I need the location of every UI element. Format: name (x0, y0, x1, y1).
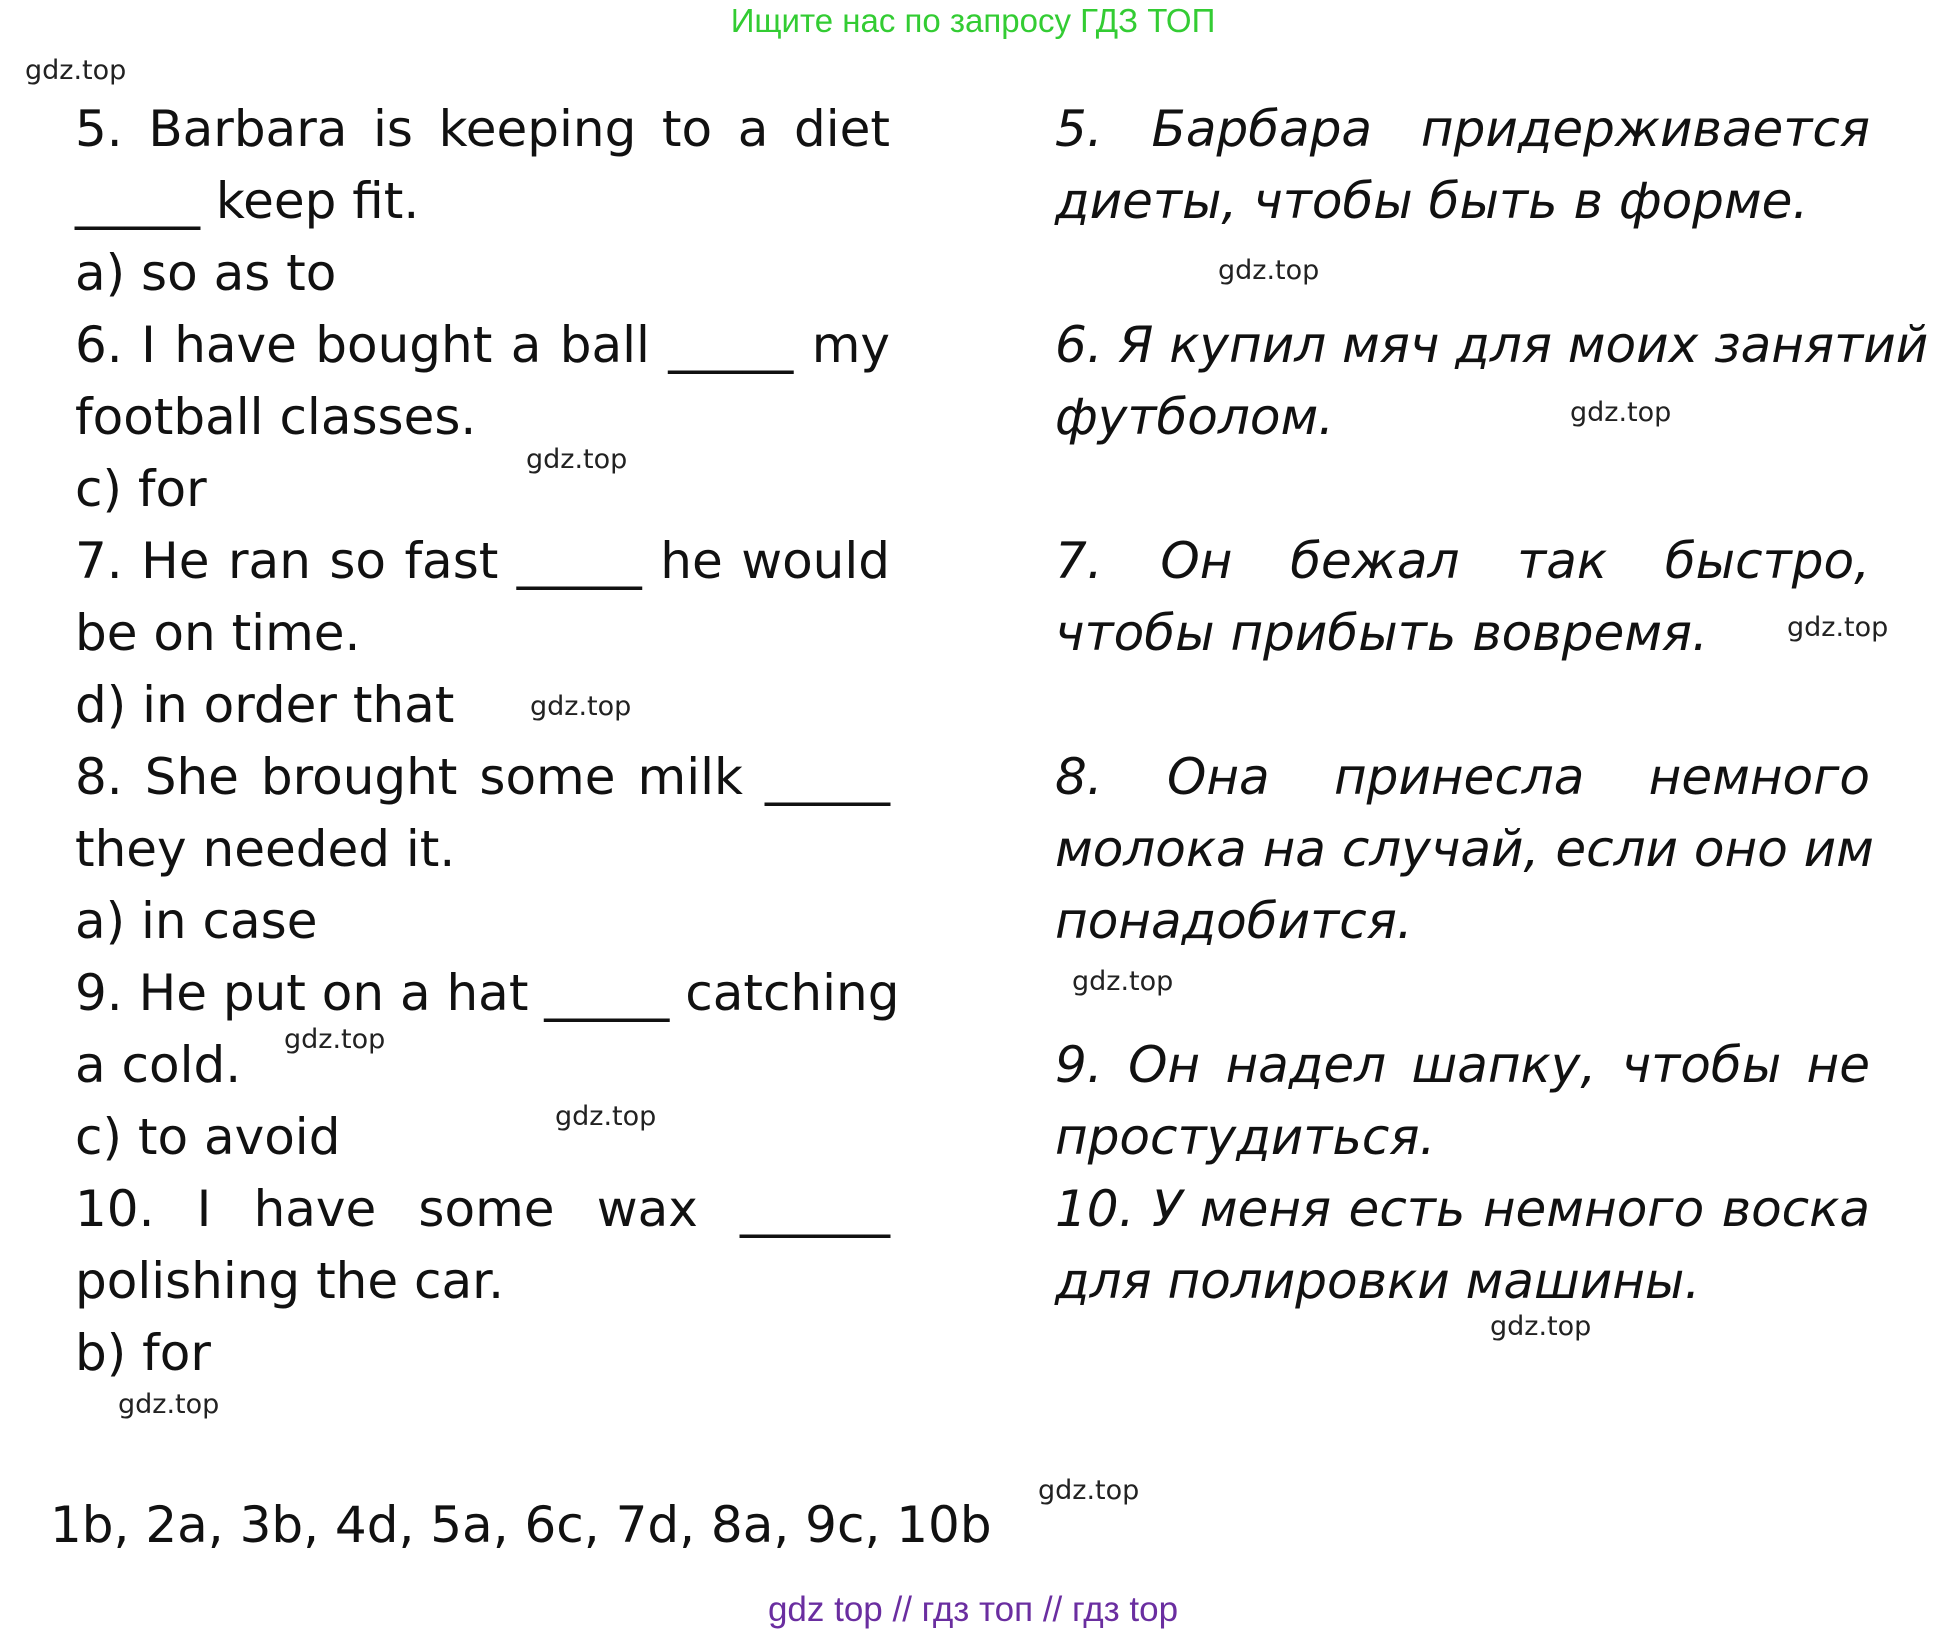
english-line: 6. I have bought a ball _____ my (75, 316, 890, 374)
watermark: gdz.top (1218, 255, 1320, 286)
english-line: d) in order that (75, 676, 455, 734)
watermark: gdz.top (1072, 966, 1174, 997)
watermark: gdz.top (1490, 1311, 1592, 1342)
russian-line: понадобится. (1055, 892, 1413, 950)
watermark: gdz.top (1038, 1475, 1140, 1506)
russian-line: 7. Он бежал так быстро, (1055, 532, 1870, 590)
watermark: gdz.top (25, 55, 127, 86)
english-line: a) so as to (75, 244, 337, 302)
russian-line: для полировки машины. (1055, 1252, 1701, 1310)
english-line: _____ keep fit. (75, 172, 420, 230)
russian-line: простудиться. (1055, 1108, 1436, 1166)
english-line: c) for (75, 460, 207, 518)
russian-line: молока на случай, если оно им (1055, 820, 1874, 878)
english-line: a) in case (75, 892, 318, 950)
english-line: they needed it. (75, 820, 456, 878)
english-line: 8. She brought some milk _____ (75, 748, 890, 806)
russian-line: 6. Я купил мяч для моих занятий (1055, 316, 1929, 374)
english-line: 9. He put on a hat _____ catching (75, 964, 900, 1022)
english-line: 7. He ran so fast _____ he would (75, 532, 890, 590)
russian-line: диеты, чтобы быть в форме. (1055, 172, 1809, 230)
english-line: b) for (75, 1324, 211, 1382)
footer-links: gdz top // гдз топ // гдз top (767, 1590, 1179, 1629)
watermark: gdz.top (526, 444, 628, 475)
english-line: polishing the car. (75, 1252, 505, 1310)
watermark: gdz.top (284, 1024, 386, 1055)
russian-line: 10. У меня есть немного воска (1055, 1180, 1870, 1238)
english-line: a cold. (75, 1036, 242, 1094)
watermark: gdz.top (1570, 397, 1672, 428)
watermark: gdz.top (118, 1389, 220, 1420)
watermark: gdz.top (555, 1101, 657, 1132)
english-line: football classes. (75, 388, 477, 446)
answer-key: 1b, 2a, 3b, 4d, 5a, 6c, 7d, 8a, 9c, 10b (50, 1496, 992, 1554)
russian-line: 8. Она принесла немного (1055, 748, 1870, 806)
russian-line: 9. Он надел шапку, чтобы не (1055, 1036, 1870, 1094)
watermark: gdz.top (530, 691, 632, 722)
english-line: 10. I have some wax ______ (75, 1180, 890, 1238)
english-line: c) to avoid (75, 1108, 341, 1166)
english-line: 5. Barbara is keeping to a diet (75, 100, 890, 158)
russian-line: чтобы прибыть вовремя. (1055, 604, 1708, 662)
english-line: be on time. (75, 604, 361, 662)
russian-line: футболом. (1055, 388, 1335, 446)
search-banner: Ищите нас по запросу ГДЗ ТОП (730, 2, 1216, 39)
russian-line: 5. Барбара придерживается (1055, 100, 1870, 158)
watermark: gdz.top (1787, 612, 1889, 643)
